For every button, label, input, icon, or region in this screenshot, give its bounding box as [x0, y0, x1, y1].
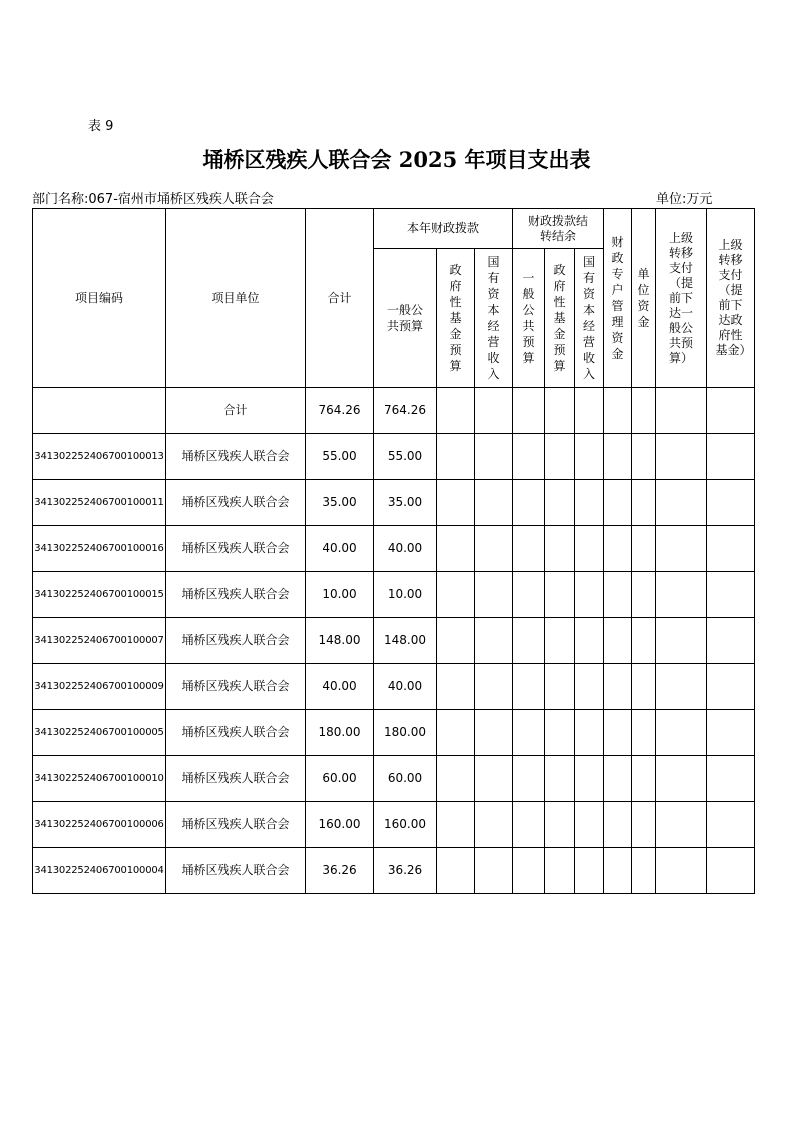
table-cell [632, 618, 656, 664]
project-code-cell: 341302252406700100005 [33, 710, 166, 756]
table-cell [545, 572, 575, 618]
header-carryover-text: 财政拨款结转结余 [527, 213, 588, 243]
table-row [33, 480, 755, 526]
table-cell [575, 618, 604, 664]
table-cell [656, 710, 707, 756]
table-row [33, 526, 755, 572]
table-cell [656, 848, 707, 894]
table-cell [475, 526, 513, 572]
project-unit-cell: 埇桥区残疾人联合会 [166, 526, 306, 572]
header-co-state-capital-text: 国有资本经营收入 [582, 255, 595, 381]
table-cell [632, 710, 656, 756]
table-row [33, 618, 755, 664]
table-cell [656, 802, 707, 848]
project-code-cell: 341302252406700100007 [33, 618, 166, 664]
table-cell [513, 618, 545, 664]
table-cell [575, 848, 604, 894]
header-current-appropriation: 本年财政拨款 [374, 209, 513, 249]
header-unit-fund [632, 209, 656, 388]
table-cell [475, 848, 513, 894]
row-total-cell: 160.00 [306, 802, 374, 848]
table-cell [475, 618, 513, 664]
table-cell [437, 848, 475, 894]
row-total-cell: 35.00 [306, 480, 374, 526]
table-cell [707, 434, 755, 480]
row-general-budget-cell: 180.00 [374, 710, 437, 756]
table-cell [604, 756, 632, 802]
table-cell [437, 710, 475, 756]
row-general-budget-cell: 36.26 [374, 848, 437, 894]
project-code-cell: 341302252406700100011 [33, 480, 166, 526]
total-label: 合计 [166, 388, 306, 434]
department-name: 部门名称:067-宿州市埇桥区残疾人联合会 [32, 192, 274, 207]
header-state-capital [475, 249, 513, 388]
table-cell [604, 480, 632, 526]
table-cell [475, 664, 513, 710]
table-cell [437, 618, 475, 664]
table-cell [604, 802, 632, 848]
table-cell [707, 618, 755, 664]
table-cell [575, 802, 604, 848]
table-cell [575, 572, 604, 618]
header-state-capital-text: 国有资本经营收入 [487, 255, 500, 381]
table-cell [707, 526, 755, 572]
table-cell [604, 388, 632, 434]
project-code-cell: 341302252406700100013 [33, 434, 166, 480]
table-row [33, 848, 755, 894]
table-cell [656, 434, 707, 480]
header-general-budget-text: 一般公共预算 [386, 303, 423, 333]
table-cell [632, 434, 656, 480]
project-unit-cell: 埇桥区残疾人联合会 [166, 572, 306, 618]
header-upper-general-text: 上级转移支付（提前下达一般公共预算） [668, 230, 693, 365]
project-unit-cell: 埇桥区残疾人联合会 [166, 664, 306, 710]
row-general-budget-cell: 35.00 [374, 480, 437, 526]
table-cell [632, 572, 656, 618]
project-unit-cell: 埇桥区残疾人联合会 [166, 434, 306, 480]
header-gov-fund [437, 249, 475, 388]
row-total-cell: 40.00 [306, 664, 374, 710]
table-cell [604, 434, 632, 480]
header-upper-gov-fund-text: 上级转移支付（提前下达政府性基金） [715, 238, 752, 357]
project-unit-cell: 埇桥区残疾人联合会 [166, 618, 306, 664]
table-cell [513, 434, 545, 480]
table-cell [475, 572, 513, 618]
table-cell [604, 848, 632, 894]
project-code-cell: 341302252406700100010 [33, 756, 166, 802]
table-cell [475, 802, 513, 848]
header-co-general-text: 一般公共预算 [522, 271, 535, 365]
table-cell [437, 802, 475, 848]
table-cell [545, 664, 575, 710]
header-co-general [513, 249, 545, 388]
currency-unit: 单位:万元 [656, 192, 713, 207]
table-cell [707, 572, 755, 618]
row-general-budget-cell: 40.00 [374, 664, 437, 710]
table-cell [437, 434, 475, 480]
project-code-cell: 341302252406700100009 [33, 664, 166, 710]
table-cell [604, 618, 632, 664]
table-row [33, 756, 755, 802]
table-cell [656, 480, 707, 526]
table-cell [545, 388, 575, 434]
table-cell [437, 572, 475, 618]
table-cell [545, 848, 575, 894]
table-number-label: 表 9 [88, 119, 114, 134]
table-cell [513, 480, 545, 526]
total-sum: 764.26 [306, 388, 374, 434]
header-co-state-capital [575, 249, 604, 388]
row-total-cell: 148.00 [306, 618, 374, 664]
project-unit-cell: 埇桥区残疾人联合会 [166, 710, 306, 756]
row-total-cell: 55.00 [306, 434, 374, 480]
header-general-budget [374, 249, 437, 388]
project-code-cell: 341302252406700100015 [33, 572, 166, 618]
table-cell [604, 526, 632, 572]
table-row [33, 434, 755, 480]
table-body [33, 434, 755, 894]
table-cell [632, 664, 656, 710]
header-unit-fund-text: 单位资金 [637, 267, 650, 329]
row-general-budget-cell: 55.00 [374, 434, 437, 480]
table-cell [604, 572, 632, 618]
table-cell [437, 480, 475, 526]
header-upper-general [656, 209, 707, 388]
project-unit-cell: 埇桥区残疾人联合会 [166, 756, 306, 802]
table-cell [575, 388, 604, 434]
table-cell [575, 434, 604, 480]
header-code: 项目编码 [33, 209, 166, 388]
table-cell [707, 480, 755, 526]
table-cell [575, 526, 604, 572]
header-upper-gov-fund [707, 209, 755, 388]
header-carryover [513, 209, 604, 249]
project-code-cell: 341302252406700100016 [33, 526, 166, 572]
table-cell [545, 618, 575, 664]
total-row [33, 388, 755, 434]
row-general-budget-cell: 148.00 [374, 618, 437, 664]
project-unit-cell: 埇桥区残疾人联合会 [166, 802, 306, 848]
table-row [33, 664, 755, 710]
table-cell [656, 388, 707, 434]
project-expenditure-table [32, 208, 755, 894]
total-general: 764.26 [374, 388, 437, 434]
table-cell [632, 756, 656, 802]
table-cell [604, 710, 632, 756]
table-cell [513, 802, 545, 848]
table-cell [475, 756, 513, 802]
page-title: 埇桥区残疾人联合会 2025 年项目支出表 [202, 147, 591, 172]
table-cell [575, 664, 604, 710]
table-cell [632, 480, 656, 526]
table-cell [632, 848, 656, 894]
header-co-gov-fund [545, 249, 575, 388]
header-unit: 项目单位 [166, 209, 306, 388]
table-cell [575, 756, 604, 802]
project-code-cell: 341302252406700100004 [33, 848, 166, 894]
table-cell [513, 664, 545, 710]
table-cell [604, 664, 632, 710]
header-gov-fund-text: 政府性基金预算 [449, 263, 462, 373]
table-cell [437, 388, 475, 434]
header-co-gov-fund-text: 政府性基金预算 [553, 263, 566, 373]
table-cell [707, 664, 755, 710]
row-total-cell: 60.00 [306, 756, 374, 802]
table-cell [545, 802, 575, 848]
table-cell [707, 388, 755, 434]
table-cell [632, 388, 656, 434]
table-cell [545, 756, 575, 802]
table-cell [707, 710, 755, 756]
header-special-account [604, 209, 632, 388]
table-cell [437, 664, 475, 710]
project-unit-cell: 埇桥区残疾人联合会 [166, 480, 306, 526]
row-general-budget-cell: 40.00 [374, 526, 437, 572]
table-cell [513, 848, 545, 894]
table-cell [656, 618, 707, 664]
table-cell [707, 756, 755, 802]
table-row [33, 710, 755, 756]
project-code-cell: 341302252406700100006 [33, 802, 166, 848]
table-cell [656, 526, 707, 572]
table-cell [575, 710, 604, 756]
table-cell [513, 710, 545, 756]
row-general-budget-cell: 160.00 [374, 802, 437, 848]
table-row [33, 572, 755, 618]
row-total-cell: 10.00 [306, 572, 374, 618]
table-row [33, 802, 755, 848]
row-total-cell: 40.00 [306, 526, 374, 572]
table-cell [475, 388, 513, 434]
table-cell [575, 480, 604, 526]
table-cell [513, 572, 545, 618]
table-cell [33, 388, 166, 434]
table-cell [513, 526, 545, 572]
table-cell [632, 802, 656, 848]
table-cell [632, 526, 656, 572]
row-total-cell: 36.26 [306, 848, 374, 894]
table-cell [545, 434, 575, 480]
header-special-account-text: 财政专户管理资金 [611, 235, 624, 361]
table-cell [437, 526, 475, 572]
project-unit-cell: 埇桥区残疾人联合会 [166, 848, 306, 894]
header-total: 合计 [306, 209, 374, 388]
row-general-budget-cell: 10.00 [374, 572, 437, 618]
table-cell [545, 526, 575, 572]
table-cell [513, 756, 545, 802]
table-cell [475, 480, 513, 526]
row-general-budget-cell: 60.00 [374, 756, 437, 802]
row-total-cell: 180.00 [306, 710, 374, 756]
table-cell [707, 802, 755, 848]
table-cell [475, 710, 513, 756]
table-cell [475, 434, 513, 480]
table-cell [656, 664, 707, 710]
table-cell [513, 388, 545, 434]
table-cell [545, 480, 575, 526]
table-cell [707, 848, 755, 894]
table-cell [656, 756, 707, 802]
table-cell [545, 710, 575, 756]
table-cell [437, 756, 475, 802]
table-cell [656, 572, 707, 618]
